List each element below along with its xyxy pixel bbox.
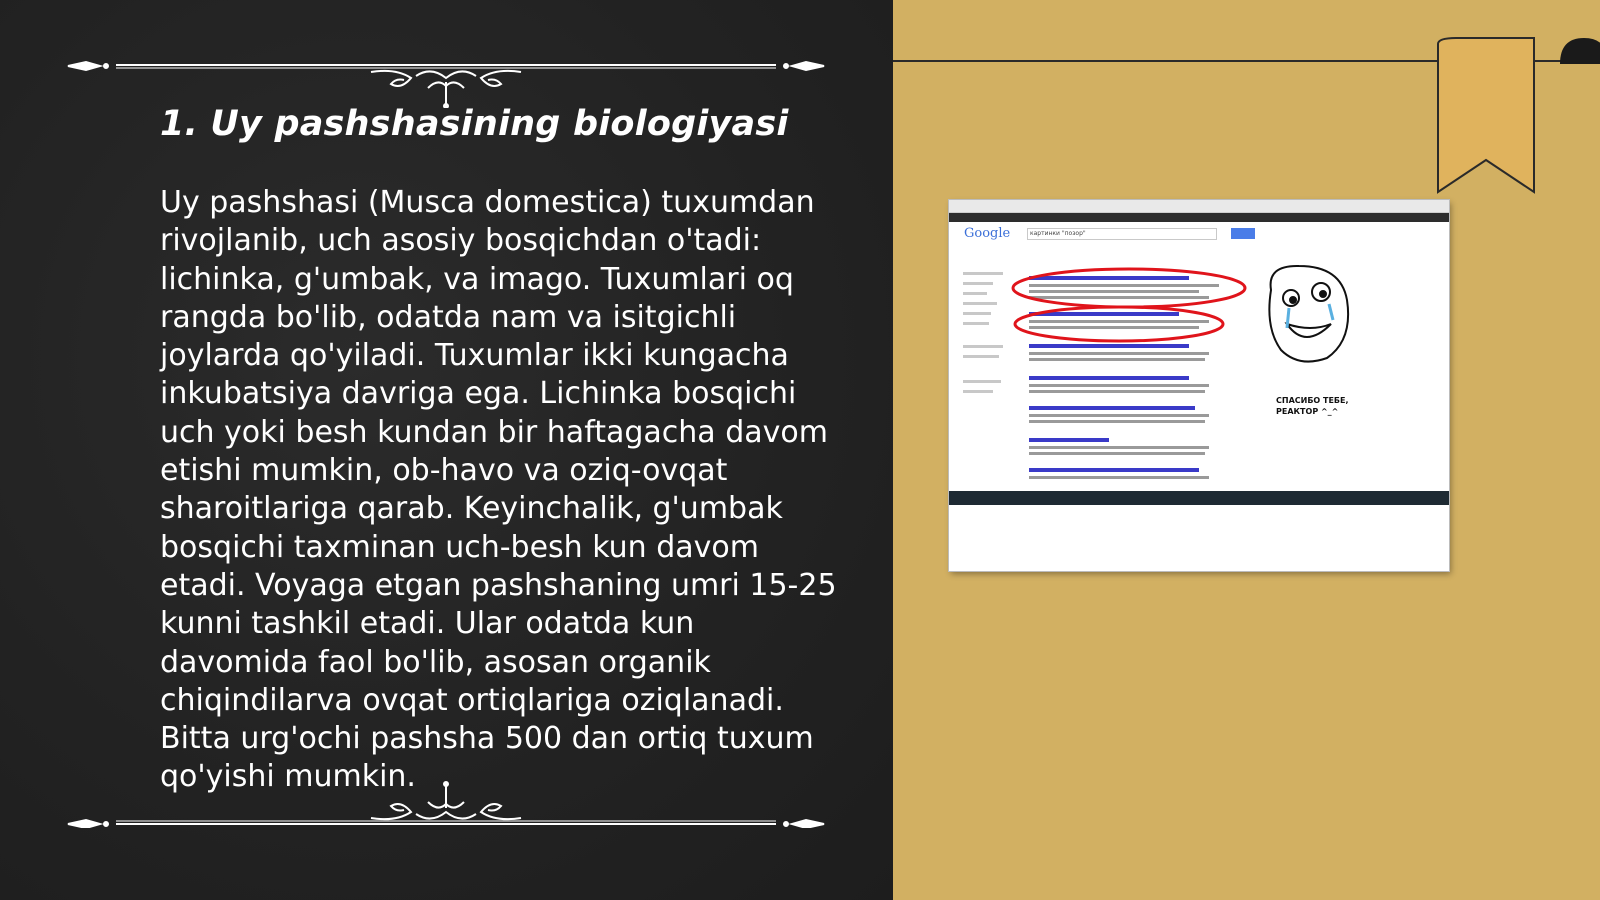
meme-caption xyxy=(1276,395,1349,417)
ornament-divider-top-icon xyxy=(66,48,826,108)
slide-body-text: Uy pashshasi (Musca domestica) tuxumdan rivojlanib, uch asosiy bosqichdan o'tadi: lichinka, g'umbak, va imago. Tuxumlari oq rangda bo'lib, odatda nam va isitgichli joylarda qo'yiladi. Tuxumlar ikki kungacha inkubatsiya davriga ega. Lichinka bosqichi uch yoki besh kundan bir haftagacha davom etishi mumkin, ob-havo va oziq-ovqat sharoitlariga qarab. Keyinchalik, g'umbak bosqichi taxminan uch-besh kun davom etadi. Voyaga etgan pashshaning umri 15-25 kunni tashkil etadi. Ular odatda kun davomida faol bo'lib, asosan organik chiqindilarva ovqat ortiqlariga oziqlanadi. Bitta urg'ochi pashsha 500 dan ortiq tuxum qo'yishi mumkin. xyxy=(160,185,837,795)
ornament-divider-bottom-icon xyxy=(66,768,826,828)
slide-title: 1. Uy pashshasining biologiyasi xyxy=(160,104,789,144)
search-results-icon xyxy=(949,200,1449,491)
embedded-screenshot xyxy=(949,200,1449,571)
bookmark-ribbon-icon xyxy=(1436,36,1536,196)
search-box: картинки "позор" xyxy=(1027,228,1217,240)
taskbar xyxy=(949,491,1449,505)
meme-caption-line-2: РЕАКТОР ^_^ xyxy=(1276,407,1339,416)
meme-face-icon xyxy=(1269,266,1348,362)
scroll-curl-icon xyxy=(1560,36,1600,96)
google-logo: Google xyxy=(964,226,1011,241)
meme-caption-line-1: СПАСИБО ТЕБЕ, xyxy=(1276,396,1349,405)
